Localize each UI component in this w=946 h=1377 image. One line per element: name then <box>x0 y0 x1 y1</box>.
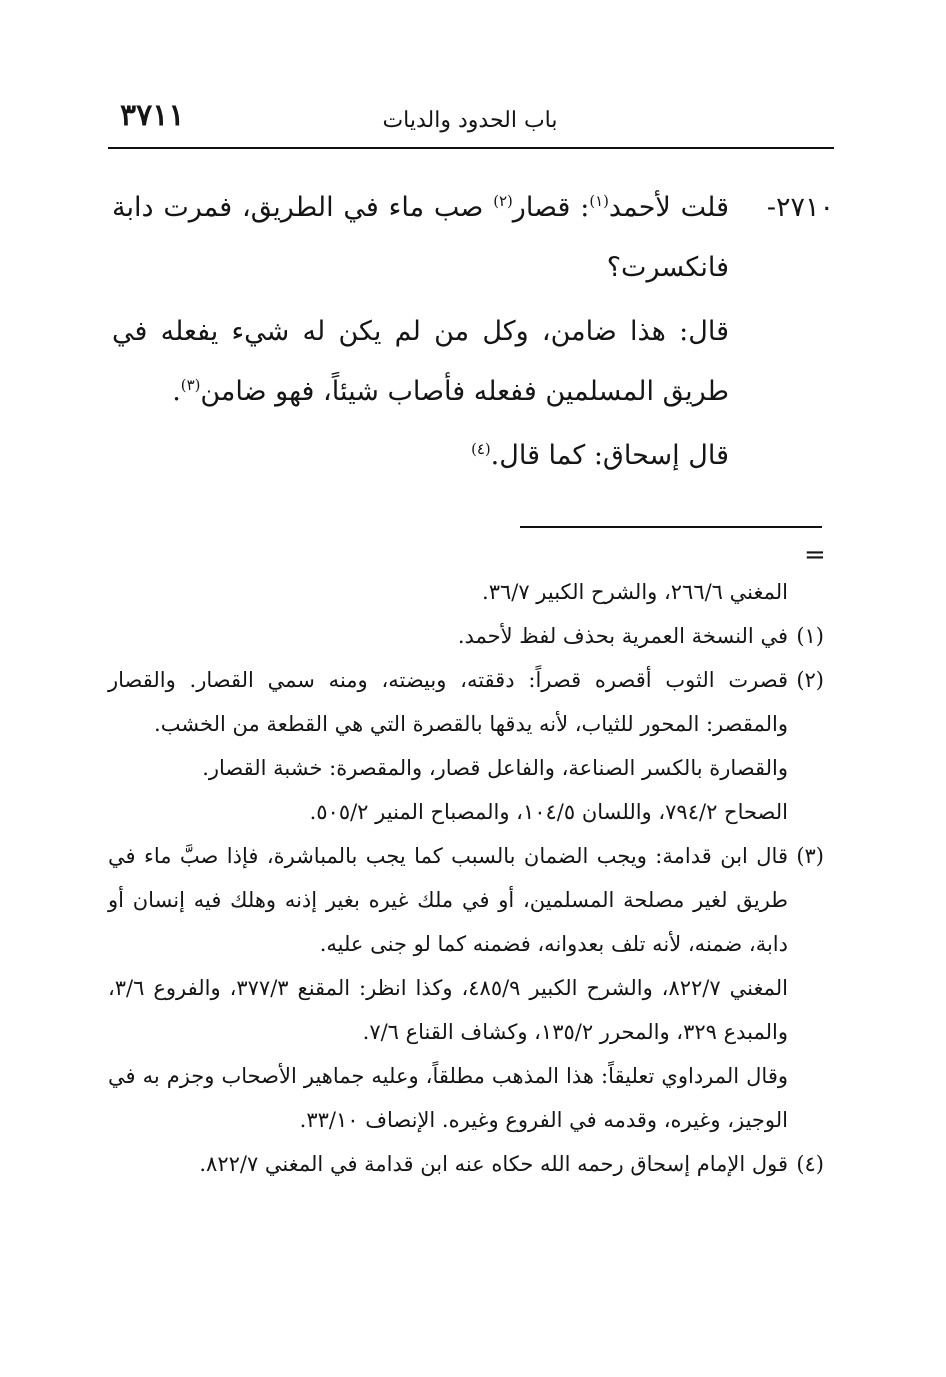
footnote-3 <box>108 834 824 966</box>
entry-number: ٢٧١٠- <box>766 192 835 223</box>
footnote-text: قصرت الثوب أقصره قصراً: دققته، وبيضته، ومنه سمي القصار. والقصار والمقصر: المحور للثياب، لأنه يدقها بالقصرة التي هي القطعة من الخشب. <box>108 668 788 736</box>
footnote-3-reference: المغني ٨٢٢/٧، والشرح الكبير ٤٨٥/٩، وكذا انظر: المقنع ٣٧٧/٣، والفروع ٣/٦، والمبدع ٣٢٩، والمحرر ١٣٥/٢، وكشاف القناع ٧/٦. <box>108 976 788 1044</box>
footnote-text: قول الإمام إسحاق رحمه الله حكاه عنه ابن قدامة في المغني ٨٢٢/٧. <box>199 1152 788 1176</box>
footnote-label: (٢) <box>796 668 824 692</box>
footnote-label: (١) <box>796 624 824 648</box>
question-text: قلت لأحمد$^{(١)}$: قصار$^{(٢)}$ صب ماء في الطريق، فمرت دابة فانكسرت؟ <box>112 192 730 283</box>
running-header-title: باب الحدود والديات <box>382 108 558 133</box>
ishaq-paragraph: قال إسحاق: كما قال.$^{(٤)}$ <box>471 440 729 471</box>
footnote-text: قال ابن قدامة: ويجب الضمان بالسبب كما يجب بالمباشرة، فإذا صبَّ ماء في طريق لغير مصلحة المسلمين، أو في ملك غيره بغير إذنه وهلك فيه إنسان أو دابة، ضمنه، لأنه تلف بعدوانه، فضمنه كما لو جنى عليه. <box>108 844 788 956</box>
footnote-1 <box>108 614 824 658</box>
answer-paragraph: قال: هذا ضامن، وكل من لم يكن له شيء يفعله في طريق المسلمين ففعله فأصاب شيئاً، فهو ضامن$^{(٣)}$. <box>112 316 729 407</box>
question-paragraph <box>112 178 834 298</box>
footnote-continuation: المغني ٢٦٦/٦، والشرح الكبير ٣٦/٧. <box>482 580 788 604</box>
footnote-reference-marker: (٤) <box>471 440 491 458</box>
footnote-label: (٣) <box>796 844 824 868</box>
continuation-mark: = <box>804 540 826 570</box>
footnote-2-reference: الصحاح ٧٩٤/٢، واللسان ١٠٤/٥، والمصباح المنير ٥٠٥/٢. <box>309 800 788 824</box>
header-rule <box>108 147 834 149</box>
footnote-reference-marker: (٢) <box>493 192 513 210</box>
page-number: ٣٧١١ <box>120 98 185 133</box>
footnote-text: في النسخة العمرية بحذف لفظ لأحمد. <box>457 624 788 648</box>
footnote-reference-marker: (١) <box>589 192 609 210</box>
footnotes <box>108 570 824 1186</box>
footnote-separator-rule <box>520 526 822 528</box>
footnote-2 <box>108 658 824 746</box>
footnote-label: (٤) <box>796 1152 824 1176</box>
footnote-reference-marker: (٣) <box>180 376 201 394</box>
main-text <box>112 178 834 486</box>
footnote-2-line: والقصارة بالكسر الصناعة، والفاعل قصار، والمقصرة: خشبة القصار. <box>202 756 788 780</box>
footnote-4 <box>108 1142 824 1186</box>
footnote-3-mardawi: وقال المرداوي تعليقاً: هذا المذهب مطلقاً، وعليه جماهير الأصحاب وجزم به في الوجيز، وغيره، وقدمه في الفروع وغيره. الإنصاف ٣٣/١٠. <box>108 1064 788 1132</box>
